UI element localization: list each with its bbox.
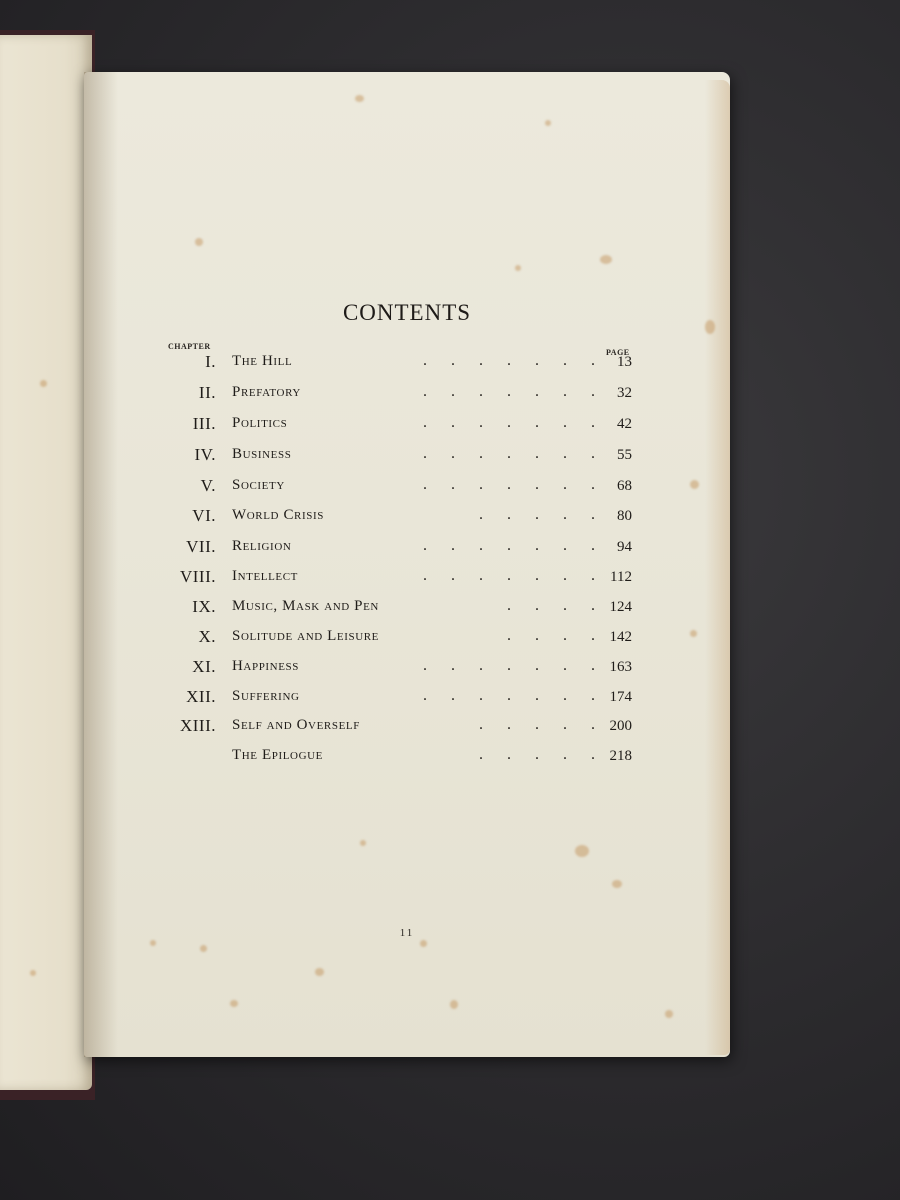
- page-number: 13: [617, 354, 632, 370]
- leader-dots: . . . .: [507, 597, 595, 614]
- chapter-title: Business: [232, 446, 292, 462]
- page-number: 124: [609, 599, 632, 615]
- leader-dots: . . . .: [507, 627, 595, 644]
- toc-entry: [150, 657, 640, 687]
- toc-entry: [150, 746, 640, 776]
- chapter-number: V.: [200, 476, 216, 495]
- page-number: 94: [617, 539, 632, 555]
- page-number: 218: [609, 748, 632, 764]
- leader-dots: . . . . .: [479, 716, 595, 733]
- toc-entry: [150, 352, 640, 382]
- folio-page-number: 11: [399, 927, 415, 939]
- page-number: 80: [617, 508, 632, 524]
- page-number: 68: [617, 478, 632, 494]
- toc-entry: [150, 476, 640, 506]
- chapter-title: Self and Overself: [232, 717, 360, 733]
- chapter-title: Religion: [232, 538, 292, 554]
- leader-dots: . . . . . . .: [423, 687, 595, 704]
- page-number: 55: [617, 447, 632, 463]
- chapter-number: VIII.: [179, 567, 216, 586]
- toc-entry: [150, 414, 640, 444]
- toc-entry: [150, 567, 640, 597]
- previous-page: [0, 35, 92, 1090]
- chapter-title: World Crisis: [232, 507, 324, 523]
- chapter-title: Society: [232, 477, 285, 493]
- chapter-column-heading: CHAPTER: [168, 342, 211, 351]
- toc-entry: [150, 506, 640, 536]
- toc-entry: [150, 537, 640, 567]
- toc-entry: [150, 627, 640, 657]
- page-number: 32: [617, 385, 632, 401]
- page-column-heading: PAGE: [606, 348, 630, 357]
- chapter-title: The Epilogue: [232, 747, 323, 763]
- chapter-number: XII.: [186, 687, 216, 706]
- page-gutter-shadow: [84, 72, 118, 1057]
- page-number: 200: [609, 718, 632, 734]
- page-number: 112: [610, 569, 632, 585]
- chapter-title: Suffering: [232, 688, 300, 704]
- chapter-title: Intellect: [232, 568, 298, 584]
- chapter-title: Politics: [232, 415, 288, 431]
- chapter-number: VI.: [192, 506, 216, 525]
- page-number: 163: [609, 659, 632, 675]
- chapter-number: IX.: [192, 597, 216, 616]
- contents-title: CONTENTS: [342, 300, 472, 325]
- chapter-title: Happiness: [232, 658, 299, 674]
- chapter-number: XIII.: [179, 716, 216, 735]
- leader-dots: . . . . . . .: [423, 445, 595, 462]
- page-edge-tint: [705, 80, 730, 1055]
- leader-dots: . . . . . . .: [423, 567, 595, 584]
- toc-entry: [150, 716, 640, 746]
- chapter-number: VII.: [186, 537, 216, 556]
- toc-entry: [150, 383, 640, 413]
- chapter-number: IV.: [194, 445, 216, 464]
- leader-dots: . . . . . . .: [423, 414, 595, 431]
- chapter-number: II.: [198, 383, 216, 402]
- leader-dots: . . . . . . .: [423, 352, 595, 369]
- chapter-title: The Hill: [232, 353, 293, 369]
- leader-dots: . . . . .: [479, 506, 595, 523]
- page-number: 174: [609, 689, 632, 705]
- leader-dots: . . . . . . .: [423, 537, 595, 554]
- chapter-number: XI.: [192, 657, 216, 676]
- chapter-number: X.: [198, 627, 216, 646]
- leader-dots: . . . . . . .: [423, 476, 595, 493]
- chapter-number: III.: [192, 414, 216, 433]
- chapter-number: I.: [205, 352, 216, 371]
- chapter-title: Music, Mask and Pen: [232, 598, 379, 614]
- page-number: 142: [609, 629, 632, 645]
- page-number: 42: [617, 416, 632, 432]
- chapter-title: Solitude and Leisure: [232, 628, 379, 644]
- chapter-title: Prefatory: [232, 384, 301, 400]
- toc-entry: [150, 687, 640, 717]
- leader-dots: . . . . .: [479, 746, 595, 763]
- leader-dots: . . . . . . .: [423, 657, 595, 674]
- toc-entry: [150, 597, 640, 627]
- toc-entry: [150, 445, 640, 475]
- leader-dots: . . . . . . .: [423, 383, 595, 400]
